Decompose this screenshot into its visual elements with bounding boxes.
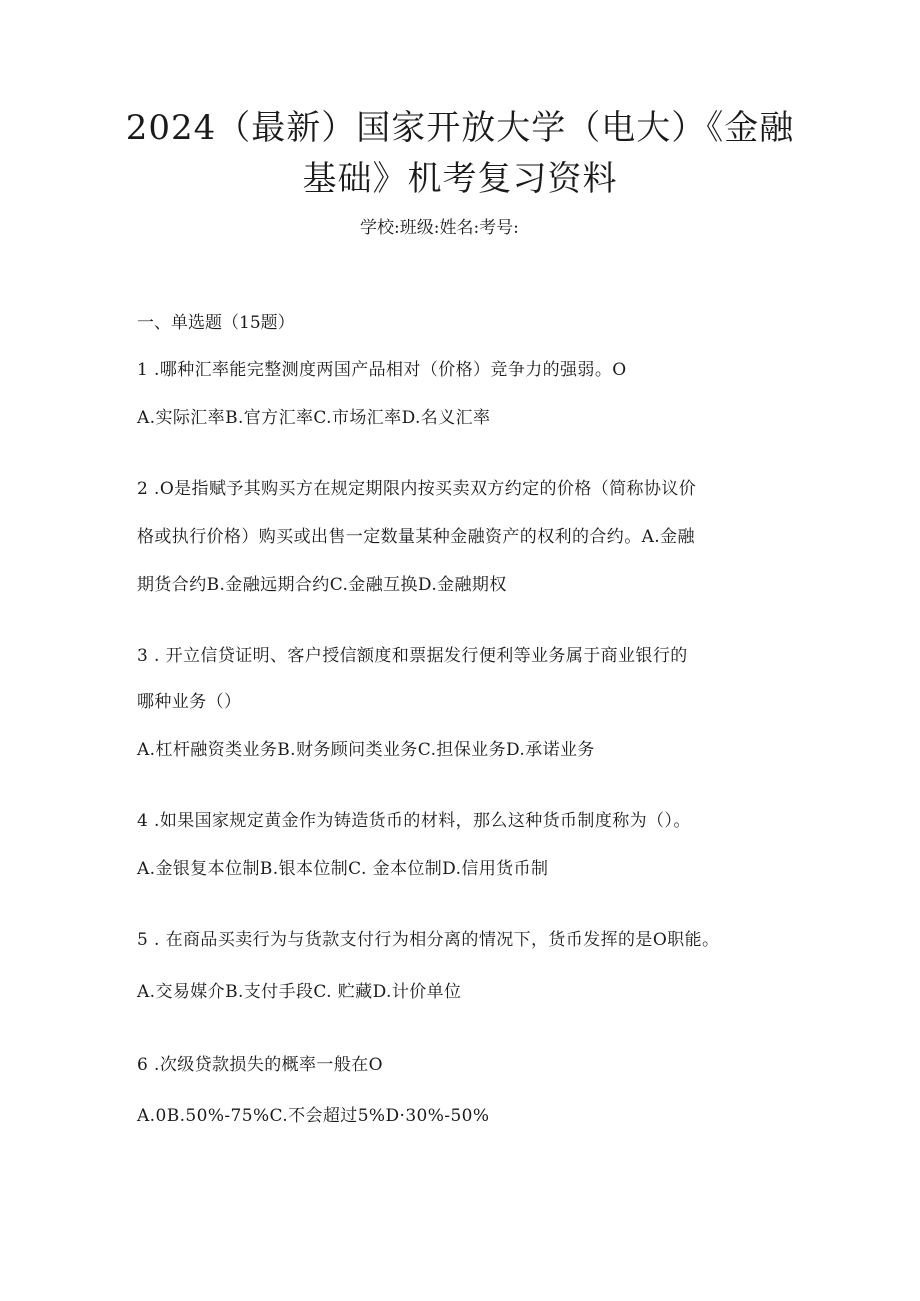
question-5-options: A.交易媒介B.支付手段C. 贮藏D.计价单位 <box>137 982 462 1002</box>
question-1-options: A.实际汇率B.官方汇率C.市场汇率D.名义汇率 <box>137 408 491 428</box>
question-3-stem-line-2: 哪种业务（） <box>137 692 242 712</box>
question-2-stem-line-3: 期货合约B.金融远期合约C.金融互换D.金融期权 <box>137 575 507 595</box>
question-4-stem: 4 .如果国家规定黄金作为铸造货币的材料，那么这种货币制度称为（）。 <box>137 811 691 831</box>
question-6-options: A.0B.50%-75%C.不会超过5%D·30%-50% <box>137 1106 490 1126</box>
question-2-stem-line-1: 2 .O是指赋予其购买方在规定期限内按买卖双方约定的价格（简称协议价 <box>137 479 697 499</box>
question-2-stem-line-2: 格或执行价格）购买或出售一定数量某种金融资产的权利的合约。A.金融 <box>137 527 695 547</box>
student-info-line: 学校:班级:姓名:考号: <box>360 218 519 238</box>
question-1-stem: 1 .哪种汇率能完整测度两国产品相对（价格）竞争力的强弱。O <box>137 360 627 380</box>
section-heading: 一、单选题（15题） <box>137 313 295 333</box>
question-5-stem: 5 . 在商品买卖行为与货款支付行为相分离的情况下，货币发挥的是O职能。 <box>137 930 720 950</box>
document-title-line-2: 基础》机考复习资料 <box>302 159 618 199</box>
question-3-stem-line-1: 3 . 开立信贷证明、客户授信额度和票据发行便利等业务属于商业银行的 <box>137 646 688 666</box>
question-4-options: A.金银复本位制B.银本位制C. 金本位制D.信用货币制 <box>137 859 549 879</box>
document-title-line-1: 2024（最新）国家开放大学（电大）《金融 <box>125 108 795 148</box>
question-6-stem: 6 .次级贷款损失的概率一般在O <box>137 1055 383 1075</box>
question-3-options: A.杠杆融资类业务B.财务顾问类业务C.担保业务D.承诺业务 <box>137 740 595 760</box>
